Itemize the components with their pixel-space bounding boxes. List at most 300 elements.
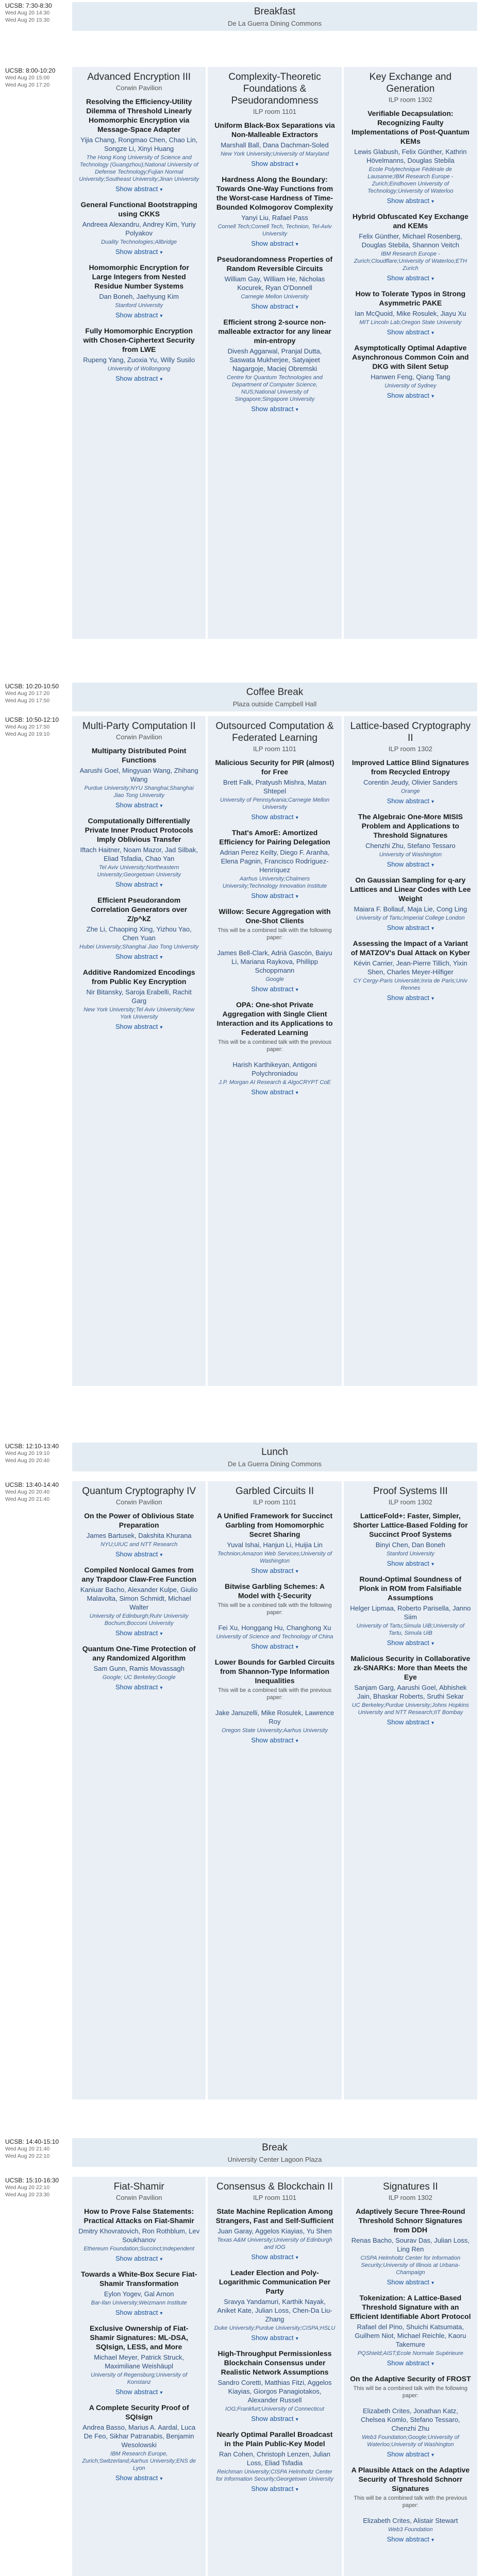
event-banner: [72, 2138, 477, 2167]
talk-title[interactable]: Quantum One-Time Protection of any Randomized Algorithm: [82, 1645, 196, 1662]
time-line: Wed Aug 20 17:50: [5, 724, 50, 730]
show-abstract-label: Show abstract: [115, 311, 158, 319]
session-title[interactable]: Advanced Encryption III: [87, 72, 191, 82]
talk-item: [78, 1511, 199, 1558]
talk-item: [214, 907, 335, 941]
chevron-down-icon: ▾: [160, 2390, 163, 2396]
chevron-down-icon: ▾: [295, 2336, 298, 2342]
show-abstract-label: Show abstract: [251, 2334, 294, 2342]
session-room: Corwin Pavilion: [115, 2194, 162, 2201]
talk-authors: Michael Meyer, Patrick Struck, Maximiliane Weishäupl: [94, 2353, 185, 2370]
show-abstract-button[interactable]: [214, 160, 335, 167]
talk-authors: Corentin Jeudy, Olivier Sanders: [363, 778, 458, 786]
show-abstract-label: Show abstract: [115, 2309, 158, 2316]
show-abstract-button[interactable]: [214, 2334, 335, 2342]
chevron-down-icon: ▾: [431, 862, 434, 868]
show-abstract-button[interactable]: [78, 1629, 199, 1637]
show-abstract-button[interactable]: [214, 302, 335, 310]
show-abstract-label: Show abstract: [251, 1567, 294, 1574]
talk-authors: Hanwen Feng, Qiang Tang: [371, 373, 450, 381]
chevron-down-icon: ▾: [160, 955, 163, 960]
talk-authors: Elizabeth Crites, Alistair Stewart: [363, 2517, 458, 2524]
talk-title[interactable]: Assessing the Impact of a Variant of MATZOV's Dual Attack on Kyber: [350, 939, 470, 957]
talk-title[interactable]: Towards a White-Box Secure Fiat-Shamir Transformation: [80, 2270, 197, 2287]
talk-item: [78, 2207, 199, 2262]
talk-affiliations: Stanford University: [115, 302, 163, 309]
talk-title[interactable]: General Functional Bootstrapping using CKKS: [80, 200, 197, 218]
chevron-down-icon: ▾: [431, 2280, 434, 2286]
talk-affiliations: Google: [265, 976, 284, 982]
show-abstract-button[interactable]: [78, 375, 199, 382]
show-abstract-label: Show abstract: [251, 2485, 294, 2493]
session-column: [208, 1481, 341, 2099]
talk-title[interactable]: How to Tolerate Typos in Strong Asymmetric PAKE: [355, 290, 465, 307]
session-room: ILP room 1101: [253, 2194, 297, 2201]
talk-item: [214, 948, 335, 993]
chevron-down-icon: ▾: [431, 2361, 434, 2367]
show-abstract-button[interactable]: [78, 801, 199, 809]
talk-authors: Jake Januzelli, Mike Rosulek, Lawrence Roy: [215, 1709, 335, 1725]
time-slot: [5, 67, 67, 89]
chevron-down-icon: ▾: [431, 330, 434, 336]
show-abstract-button[interactable]: [214, 985, 335, 993]
talk-item: [350, 2465, 471, 2509]
show-abstract-button[interactable]: [78, 185, 199, 193]
time-line: Wed Aug 20 23:30: [5, 2192, 50, 2198]
chevron-down-icon: ▾: [295, 2417, 298, 2422]
talk-authors: Zhe Li, Chaoping Xing, Yizhou Yao, Chen Yuan: [86, 925, 192, 942]
talk-title[interactable]: Malicious Security for PIR (almost) for Free: [215, 758, 335, 776]
talk-item: [214, 121, 335, 167]
talk-item: [350, 2374, 471, 2399]
talk-item: [214, 1657, 335, 1701]
talk-affiliations: IBM Research Europe - Zurich;Cloudflare;University of Waterloo;ETH Zurich: [354, 251, 467, 272]
show-abstract-button[interactable]: [350, 994, 471, 1002]
talk-affiliations: Cornell Tech;Cornell Tech, Technion, Tel-Aviv University: [218, 224, 332, 237]
talk-affiliations: University of Washington: [379, 852, 442, 858]
show-abstract-label: Show abstract: [115, 801, 158, 809]
show-abstract-button[interactable]: [214, 892, 335, 900]
show-abstract-button[interactable]: [78, 2255, 199, 2262]
chevron-down-icon: ▾: [295, 1569, 298, 1574]
session-column: [208, 716, 341, 1386]
show-abstract-button[interactable]: [78, 1023, 199, 1030]
talk-authors: Renas Bacho, Sourav Das, Julian Loss, Ling Ren: [351, 2236, 470, 2253]
time-line: Wed Aug 20 14:30: [5, 10, 50, 16]
talk-item: [350, 1511, 471, 1567]
show-abstract-label: Show abstract: [251, 892, 294, 900]
session-title[interactable]: Garbled Circuits II: [235, 1486, 314, 1497]
talk-authors: Sravya Yandamuri, Karthik Nayak, Aniket Kate, Julian Loss, Chen-Da Liu-Zhang: [217, 2298, 332, 2323]
talk-title[interactable]: How to Prove False Statements: Practical Attacks on Fiat-Shamir: [83, 2207, 194, 2225]
chevron-down-icon: ▾: [295, 1738, 298, 1744]
chevron-down-icon: ▾: [295, 2255, 298, 2261]
show-abstract-label: Show abstract: [115, 1629, 158, 1637]
show-abstract-label: Show abstract: [387, 392, 429, 399]
talk-item: [78, 968, 199, 1030]
talk-authors: Kévin Carrier, Jean-Pierre Tillich, Yixin Shen, Charles Meyer-Hilfiger: [354, 959, 467, 976]
show-abstract-label: Show abstract: [387, 924, 429, 931]
chevron-down-icon: ▾: [295, 162, 298, 167]
chevron-down-icon: ▾: [160, 2311, 163, 2316]
show-abstract-button[interactable]: [214, 813, 335, 821]
talk-title[interactable]: A Unified Framework for Succinct Garbling from Homomorphic Secret Sharing: [216, 1512, 333, 1538]
chevron-down-icon: ▾: [431, 996, 434, 1002]
show-abstract-button[interactable]: [214, 240, 335, 247]
time-line: Wed Aug 20 17:20: [5, 690, 50, 697]
talk-affiliations: IOG;Frankfurt;University of Connecticut: [225, 2406, 324, 2412]
talk-affiliations: NYU;UIUC and NTT Research: [101, 1541, 178, 1548]
show-abstract-label: Show abstract: [387, 1718, 429, 1726]
chevron-down-icon: ▾: [431, 394, 434, 399]
chevron-down-icon: ▾: [160, 1552, 163, 1558]
show-abstract-button[interactable]: [78, 953, 199, 960]
talk-authors: Brett Falk, Pratyush Mishra, Matan Shtepel: [223, 778, 327, 795]
talk-affiliations: PQShield;AIST;Ecole Normale Supérieure: [357, 2350, 463, 2357]
talk-authors: Sam Gunn, Ramis Movassagh: [93, 1665, 185, 1672]
show-abstract-label: Show abstract: [387, 797, 429, 805]
talk-authors: Yuval Ishai, Hanjun Li, Huijia Lin: [227, 1541, 323, 1549]
talk-affiliations: Texas A&M University;University of Edinburgh and IOG: [217, 2237, 332, 2250]
talk-title[interactable]: That's AmorE: Amortized Efficiency for Pairing Delegation: [219, 828, 330, 846]
talk-title[interactable]: Lower Bounds for Garbled Circuits from Shannon-Type Information Inequalities: [214, 1658, 335, 1685]
time-line: UCSB: 15:10-16:30: [5, 2177, 59, 2184]
show-abstract-button[interactable]: [214, 1567, 335, 1574]
talk-authors: Binyi Chen, Dan Boneh: [375, 1541, 445, 1549]
talk-affiliations: MIT Lincoln Lab;Oregon State University: [359, 319, 462, 326]
show-abstract-button[interactable]: [214, 2415, 335, 2422]
show-abstract-button[interactable]: [78, 2388, 199, 2396]
show-abstract-label: Show abstract: [387, 1639, 429, 1647]
session-row: [72, 67, 477, 639]
talk-affiliations: New York University;Tel Aviv University;New York University: [83, 1007, 195, 1020]
talk-affiliations: Purdue University;NYU Shanghai;Shanghai Jiao Tong University: [84, 785, 194, 799]
talk-item: [78, 746, 199, 809]
show-abstract-button[interactable]: [78, 1683, 199, 1691]
chevron-down-icon: ▾: [295, 894, 298, 900]
show-abstract-label: Show abstract: [115, 2388, 158, 2396]
show-abstract-button[interactable]: [350, 1718, 471, 1726]
talk-title[interactable]: On Gaussian Sampling for q-ary Lattices and Linear Codes with Lee Weight: [350, 876, 471, 903]
talk-title[interactable]: Compiled Nonlocal Games from any Trapdoor Claw-Free Function: [81, 1566, 196, 1583]
talk-item: [214, 2349, 335, 2422]
talk-affiliations: University of Science and Technology of China: [216, 1634, 333, 1640]
talk-item: [214, 1000, 335, 1053]
talk-title[interactable]: State Machine Replication Among Strangers, Fast and Self-Sufficient: [215, 2207, 334, 2225]
talk-title[interactable]: Hybrid Obfuscated Key Exchange and KEMs: [352, 212, 469, 230]
time-line: UCSB: 13:40-14:40: [5, 1481, 59, 1488]
show-abstract-button[interactable]: [350, 274, 471, 282]
talk-affiliations: University of Tartu;Imperial College London: [356, 915, 465, 921]
session-column: [208, 67, 341, 639]
session-column: [72, 2177, 206, 2576]
talk-authors: Sanjam Garg, Aarushi Goel, Abhishek Jain, Bhaskar Roberts, Sruthi Sekar: [354, 1684, 467, 1700]
time-line: Wed Aug 20 22:10: [5, 2153, 50, 2159]
talk-authors: Adrian Perez Keilty, Diego F. Aranha, Elena Pagnin, Francisco Rodríguez-Henríquez: [220, 849, 330, 874]
talk-affiliations: Tel Aviv University;Northeastern University;Georgetown University: [97, 865, 181, 878]
talk-title[interactable]: Exclusive Ownership of Fiat-Shamir Signatures: ML-DSA, SQIsign, LESS, and More: [89, 2324, 189, 2351]
talk-title[interactable]: Bitwise Garbling Schemes: A Model with ξ-Security: [225, 1582, 325, 1600]
talk-affiliations: Stanford University: [386, 1551, 434, 1557]
time-slot: [5, 1481, 67, 1503]
talk-item: [78, 1565, 199, 1637]
show-abstract-label: Show abstract: [251, 302, 294, 310]
talk-title[interactable]: On the Power of Oblivious State Preparation: [84, 1512, 194, 1529]
talk-title[interactable]: Additive Randomized Encodings from Public Key Encryption: [82, 968, 195, 986]
talk-item: [350, 343, 471, 399]
session-title[interactable]: Signatures II: [382, 2181, 438, 2192]
show-abstract-button[interactable]: [78, 311, 199, 319]
talk-item: [214, 1623, 335, 1650]
time-line: Wed Aug 20 15:30: [5, 17, 50, 23]
session-row: [72, 1481, 477, 2099]
talk-affiliations: University of Edinburgh;Ruhr University Bochum;Bocconi University: [89, 1613, 189, 1626]
talk-item: [78, 326, 199, 382]
talk-item: [78, 263, 199, 319]
show-abstract-button[interactable]: [78, 880, 199, 888]
talk-item: [350, 758, 471, 805]
show-abstract-button[interactable]: [78, 1550, 199, 1558]
talk-title[interactable]: OPA: One-shot Private Aggregation with Single Client Interaction and its Applications to Federated Learning: [216, 1001, 333, 1037]
talk-authors: Sandro Coretti, Matthias Fitzi, Aggelos Kiayias, Giorgos Panagiotakos, Alexander Russell: [218, 2379, 332, 2404]
show-abstract-button[interactable]: [350, 197, 471, 205]
talk-title[interactable]: A Complete Security Proof of SQIsign: [89, 2403, 189, 2421]
chevron-down-icon: ▾: [160, 250, 163, 256]
talk-item: [214, 1060, 335, 1096]
session-column: [72, 716, 206, 1386]
show-abstract-button[interactable]: [350, 924, 471, 931]
talk-title[interactable]: On the Adaptive Security of FROST: [350, 2375, 471, 2383]
session-column: [344, 1481, 477, 2099]
talk-authors: Divesh Aggarwal, Pranjal Dutta, Saswata Mukherjee, Satyajeet Nagargoje, Maciej Obremski: [227, 347, 322, 372]
talk-affiliations: The Hong Kong University of Science and Technology (Guangzhou);National University of Defense Technology;Fujian Normal University;Southeast University;Jinan University: [79, 155, 199, 182]
show-abstract-label: Show abstract: [387, 2535, 429, 2543]
time-slot: [5, 2138, 67, 2160]
session-column: [72, 1481, 206, 2099]
talk-authors: Lewis Glabush, Felix Günther, Kathrin Hövelmanns, Douglas Stebila: [354, 148, 467, 164]
talk-authors: Harish Karthikeyan, Antigoni Polychroniadou: [232, 1061, 317, 1077]
show-abstract-button[interactable]: [350, 797, 471, 805]
chevron-down-icon: ▾: [160, 803, 163, 809]
session-room: ILP room 1101: [253, 1498, 297, 1506]
show-abstract-label: Show abstract: [251, 240, 294, 247]
show-abstract-button[interactable]: [78, 2474, 199, 2482]
talk-title[interactable]: Willow: Secure Aggregation with One-Shot Clients: [219, 907, 331, 925]
chevron-down-icon: ▾: [160, 1685, 163, 1691]
talk-affiliations: Aarhus University;Chalmers University;Technology Innovation Institute: [222, 876, 327, 889]
event-title: Breakfast: [254, 6, 296, 17]
chevron-down-icon: ▾: [160, 1025, 163, 1030]
talk-affiliations: Centre for Quantum Technologies and Department of Computer Science, NUS;National University of Singapore;Singapore University: [226, 375, 323, 402]
session-column: [72, 67, 206, 639]
event-banner: [72, 683, 477, 711]
show-abstract-label: Show abstract: [251, 2253, 294, 2261]
show-abstract-button[interactable]: [78, 2309, 199, 2316]
talk-title[interactable]: Verifiable Decapsulation: Recognizing Faulty Implementations of Post-Quantum KEMs: [351, 109, 470, 145]
show-abstract-label: Show abstract: [251, 1642, 294, 1650]
show-abstract-button[interactable]: [350, 2450, 471, 2458]
show-abstract-button[interactable]: [350, 860, 471, 868]
chevron-down-icon: ▾: [431, 926, 434, 931]
talk-item: [78, 1644, 199, 1691]
talk-authors: Ian McQuoid, Mike Rosulek, Jiayu Xu: [355, 310, 466, 317]
show-abstract-button[interactable]: [350, 328, 471, 336]
talk-title[interactable]: The Algebraic One-More MISIS Problem and Applications to Threshold Signatures: [358, 812, 463, 839]
show-abstract-button[interactable]: [214, 1088, 335, 1096]
time-line: UCSB: 8:00-10:20: [5, 67, 56, 74]
session-title[interactable]: Lattice-based Cryptography II: [350, 721, 471, 743]
show-abstract-button[interactable]: [350, 2278, 471, 2286]
show-abstract-button[interactable]: [350, 2535, 471, 2543]
talk-authors: Fei Xu, Honggang Hu, Changhong Xu: [218, 1624, 331, 1632]
talk-affiliations: J.P. Morgan AI Research & AlgoCRYPT CoE: [219, 1079, 331, 1086]
session-column: [208, 2177, 341, 2576]
session-title[interactable]: Fiat-Shamir: [113, 2181, 164, 2192]
show-abstract-button[interactable]: [350, 1639, 471, 1647]
session-room: Corwin Pavilion: [115, 733, 162, 741]
chevron-down-icon: ▾: [431, 799, 434, 805]
talk-title[interactable]: Hardness Along the Boundary: Towards One-Way Functions from the Worst-case Hardness of Time-Bounded Kolmogorov Complexity: [216, 175, 333, 211]
talk-authors: Chenzhi Zhu, Stefano Tessaro: [365, 842, 456, 850]
talk-authors: James Bell-Clark, Adrià Gascón, Baiyu Li, Mariana Raykova, Phillipp Schoppmann: [217, 949, 332, 974]
talk-item: [214, 175, 335, 247]
show-abstract-button[interactable]: [350, 2359, 471, 2367]
talk-affiliations: Orange: [400, 788, 420, 794]
time-line: Wed Aug 20 20:40: [5, 1458, 50, 1464]
talk-item: [78, 97, 199, 193]
show-abstract-button[interactable]: [214, 1642, 335, 1650]
talk-authors: Kaniuar Bacho, Alexander Kulpe, Giulio Malavolta, Simon Schmidt, Michael Walter: [80, 1586, 198, 1611]
talk-authors: Yijia Chang, Rongmao Chen, Chao Lin, Songze Li, Xinyi Huang: [80, 136, 198, 152]
talk-title[interactable]: Malicious Security in Collaborative zk-SNARKs: More than Meets the Eye: [350, 1654, 471, 1681]
show-abstract-button[interactable]: [214, 1736, 335, 1744]
talk-authors: Yanyi Liu, Rafael Pass: [241, 214, 308, 222]
event-location: De La Guerra Dining Commons: [227, 1460, 322, 1468]
time-line: Wed Aug 20 21:40: [5, 2146, 50, 2152]
talk-authors: Felix Günther, Michael Rosenberg, Douglas Stebila, Shannon Veitch: [359, 232, 462, 249]
talk-title[interactable]: Tokenization: A Lattice-Based Threshold Signature with an Efficient Identifiable Abort Protocol: [350, 2294, 471, 2320]
combined-talk-note: This will be a combined talk with the previous paper:: [354, 2495, 467, 2509]
show-abstract-label: Show abstract: [387, 1560, 429, 1567]
time-line: UCSB: 12:10-13:40: [5, 1443, 59, 1450]
talk-title[interactable]: Efficient Pseudorandom Correlation Generators over Z/p^kZ: [91, 896, 188, 923]
chevron-down-icon: ▾: [295, 242, 298, 247]
event-title: Lunch: [261, 1447, 288, 1458]
talk-title[interactable]: Asymptotically Optimal Adaptive Asynchronous Common Coin and DKG with Silent Setup: [352, 344, 469, 370]
talk-item: [350, 2516, 471, 2543]
talk-title[interactable]: Homomorphic Encryption for Large Integers from Nested Residue Number Systems: [89, 263, 189, 290]
talk-item: [214, 1582, 335, 1616]
talk-authors: Juan Garay, Aggelos Kiayias, Yu Shen: [218, 2227, 332, 2235]
talk-affiliations: IBM Research Europe, Zurich;Switzerland;Aarhus University;ENS de Lyon: [82, 2451, 196, 2471]
time-slot: [5, 683, 67, 704]
talk-title[interactable]: Nearly Optimal Parallel Broadcast in the Plain Public-Key Model: [216, 2430, 333, 2448]
talk-item: [78, 895, 199, 960]
combined-talk-note: This will be a combined talk with the previous paper:: [218, 1039, 332, 1053]
talk-authors: Nir Bitansky, Saroja Erabelli, Rachit Garg: [86, 988, 192, 1005]
talk-title[interactable]: Improved Lattice Blind Signatures from Recycled Entropy: [352, 758, 469, 776]
show-abstract-button[interactable]: [214, 2485, 335, 2493]
talk-item: [214, 1708, 335, 1744]
session-title[interactable]: Proof Systems III: [373, 1486, 448, 1497]
talk-title[interactable]: Computationally Differentially Private Inner Product Protocols Imply Oblivious Transfer: [85, 817, 193, 843]
talk-affiliations: University of Sydney: [384, 383, 437, 389]
talk-authors: Dmitry Khovratovich, Ron Rothblum, Lev Soukhanov: [78, 2227, 200, 2244]
show-abstract-button[interactable]: [78, 248, 199, 256]
session-title[interactable]: Key Exchange and Generation: [369, 72, 452, 94]
time-line: UCSB: 7:30-8:30: [5, 2, 52, 9]
talk-item: [214, 1511, 335, 1574]
talk-title[interactable]: Resolving the Efficiency-Utility Dilemma of Threshold Linearly Homomorphic Encryption via Message-Space Adapter: [86, 97, 192, 133]
session-room: Corwin Pavilion: [115, 1498, 162, 1506]
talk-authors: Andrea Basso, Marius A. Aardal, Luca De Feo, Sikhar Patranabis, Benjamin Wesolowski: [82, 2424, 196, 2449]
show-abstract-label: Show abstract: [115, 248, 158, 256]
talk-authors: Elizabeth Crites, Jonathan Katz, Chelsea Komlo, Stefano Tessaro, Chenzhi Zhu: [360, 2407, 460, 2432]
talk-title[interactable]: Fully Homomorphic Encryption with Chosen-Ciphertext Security from LWE: [83, 327, 195, 353]
show-abstract-button[interactable]: [214, 2253, 335, 2261]
talk-affiliations: Duke University;Purdue University;CISPA;HSLU: [214, 2325, 336, 2331]
event-location: University Center Lagoon Plaza: [227, 2156, 322, 2163]
chevron-down-icon: ▾: [295, 987, 298, 993]
talk-item: [350, 212, 471, 282]
time-line: Wed Aug 20 15:00: [5, 75, 50, 81]
show-abstract-button[interactable]: [350, 392, 471, 399]
session-title[interactable]: Quantum Cryptography IV: [82, 1486, 196, 1497]
show-abstract-label: Show abstract: [251, 405, 294, 413]
talk-item: [214, 2430, 335, 2493]
talk-title[interactable]: Multiparty Distributed Point Functions: [91, 747, 187, 764]
show-abstract-button[interactable]: [214, 405, 335, 413]
talk-item: [78, 2269, 199, 2316]
chevron-down-icon: ▾: [431, 1562, 434, 1567]
show-abstract-label: Show abstract: [115, 185, 158, 193]
talk-title[interactable]: Pseudorandomness Properties of Random Reversible Circuits: [216, 255, 333, 273]
chevron-down-icon: ▾: [431, 2537, 434, 2543]
session-title[interactable]: Complexity-Theoretic Foundations & Pseudorandomness: [228, 72, 321, 106]
talk-affiliations: Oregon State University;Aarhus University: [221, 1727, 328, 1734]
talk-title[interactable]: LatticeFold+: Faster, Simpler, Shorter Lattice-Based Folding for Succinct Proof Systems: [353, 1512, 468, 1538]
time-slot: [5, 716, 67, 738]
session-title[interactable]: Consensus & Blockchain II: [216, 2181, 333, 2192]
talk-title[interactable]: Adaptively Secure Three-Round Threshold Schnorr Signatures from DDH: [356, 2207, 465, 2234]
talk-item: [350, 1574, 471, 1647]
talk-title[interactable]: High-Throughput Permissionless Blockchain Consensus under Realistic Network Assumptions: [218, 2349, 332, 2376]
time-slot: [5, 2, 67, 24]
talk-authors: Marshall Ball, Dana Dachman-Soled: [221, 141, 329, 149]
show-abstract-label: Show abstract: [387, 274, 429, 282]
talk-title[interactable]: A Plausible Attack on the Adaptive Security of Threshold Schnorr Signatures: [351, 2466, 470, 2493]
combined-talk-note: This will be a combined talk with the following paper:: [353, 2385, 467, 2399]
session-title[interactable]: Outsourced Computation & Federated Learning: [215, 721, 334, 743]
talk-affiliations: Web3 Foundation: [388, 2527, 433, 2533]
talk-item: [214, 758, 335, 821]
talk-affiliations: University of Tartu;Simula UiB;University of Tartu, Simula UiB: [356, 1623, 464, 1636]
show-abstract-button[interactable]: [350, 1560, 471, 1567]
talk-title[interactable]: Uniform Black-Box Separations via Non-Malleable Extractors: [214, 121, 335, 139]
talk-affiliations: Reichman University;CISPA Helmholtz Center for Information Security;Georgetown University: [215, 2469, 334, 2482]
talk-item: [214, 2207, 335, 2261]
talk-item: [350, 289, 471, 336]
talk-title[interactable]: Leader Election and Poly-Logarithmic Communication Per Party: [219, 2268, 331, 2295]
talk-title[interactable]: Round-Optimal Soundness of Plonk in ROM from Falsifiable Assumptions: [359, 1575, 462, 1602]
show-abstract-label: Show abstract: [251, 813, 294, 821]
chevron-down-icon: ▾: [431, 1720, 434, 1726]
time-line: Wed Aug 20 19:10: [5, 1450, 50, 1456]
talk-item: [214, 2268, 335, 2342]
chevron-down-icon: ▾: [295, 1090, 298, 1096]
session-title[interactable]: Multi-Party Computation II: [82, 721, 196, 732]
talk-title[interactable]: Efficient strong 2-source non-malleable extractor for any linear min-entropy: [218, 318, 331, 345]
